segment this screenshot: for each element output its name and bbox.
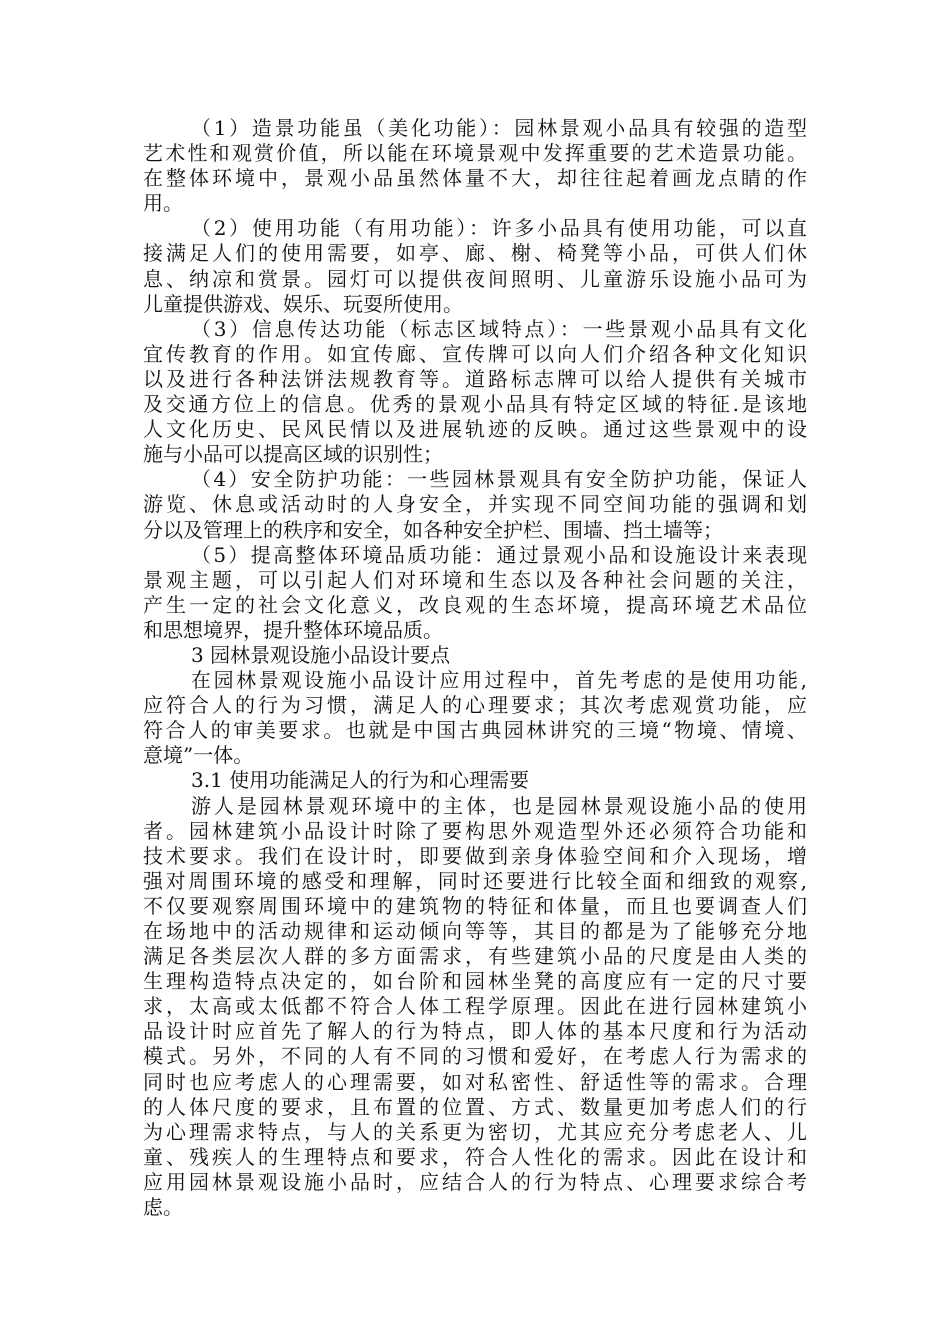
paragraph <box>143 116 807 216</box>
text-line: 同时也应考虑人的心理需要，如对私密性、舒适性等的需求。合理 <box>143 1069 807 1094</box>
text-line: 施与小品可以提高区域的识别性； <box>143 442 443 467</box>
paragraph <box>143 668 807 768</box>
text-line: （5）提高整体环境品质功能：通过景观小品和设施设计来表现 <box>191 542 807 567</box>
text-line: 童、残疾人的生理特点和要求，符合人性化的需求。因此在设计和 <box>143 1144 807 1169</box>
text-line: （3）信息传达功能（标志区域特点）：一些景观小品具有文化 <box>191 316 807 341</box>
text-line: （1）造景功能虽（美化功能）：园林景观小品具有较强的造型 <box>191 116 807 140</box>
paragraph <box>143 794 807 1221</box>
text-line: 意境”一体。 <box>143 743 254 768</box>
text-line: 游人是园林景观环境中的主体，也是园林景观设施小品的使用 <box>191 793 807 818</box>
paragraph <box>143 317 807 468</box>
text-line: 人文化历史、民风民情以及进展轨迹的反映。通过这些景观中的设 <box>143 417 807 442</box>
text-line: 分以及管理上的秩序和安全，如各种安全护栏、围墙、挡土墙等； <box>143 517 723 542</box>
document-page <box>143 116 807 1220</box>
text-line: 游览、休息或活动时的人身安全，并实现不同空间功能的强调和划 <box>143 492 807 517</box>
text-line: 在园林景观设施小品设计应用过程中，首先考虑的是使用功能, <box>191 668 807 693</box>
text-line: 3.1 使用功能满足人的行为和心理需要 <box>191 768 530 793</box>
text-line: 产生一定的社会文化意义，改良观的生态坏境，提高环境艺术品位 <box>143 592 807 617</box>
text-line: 及交通方位上的信息。优秀的景观小品具有特定区域的特征.是该地 <box>143 392 807 417</box>
text-line: （4）安全防护功能：一些园林景观具有安全防护功能，保证人 <box>191 467 807 492</box>
text-line: 技术要求。我们在设计时，即要做到亲身体验空间和介入现场，增 <box>143 843 807 868</box>
text-line: 为心理需求特点，与人的关系更为密切，尤其应充分考虑老人、儿 <box>143 1119 807 1144</box>
text-line: （2）使用功能（有用功能）：许多小品具有使用功能，可以直 <box>191 216 807 241</box>
text-line: 品设计时应首先了解人的行为特点，即人体的基本尺度和行为活动 <box>143 1019 807 1044</box>
text-line: 生理构造特点决定的，如台阶和园林坐凳的高度应有一定的尺寸要 <box>143 969 807 994</box>
paragraph <box>143 216 807 316</box>
text-line: 模式。另外，不同的人有不同的习惯和爱好，在考虑人行为需求的 <box>143 1044 807 1069</box>
text-line: 3 园林景观设施小品设计要点 <box>191 642 451 667</box>
text-line: 用。 <box>143 191 183 216</box>
text-line: 虑。 <box>143 1195 183 1220</box>
text-line: 景观主题，可以引起人们对环境和生态以及各种社会问题的关注， <box>143 567 807 592</box>
text-line: 艺术性和观赏价值，所以能在环境景观中发挥重要的艺术造景功能。 <box>143 141 807 166</box>
text-line: 在场地中的活动规律和运动倾向等等，其目的都是为了能够充分地 <box>143 919 807 943</box>
text-line: 满足各类层次人群的多方面需求，有些建筑小品的尺度是由人类的 <box>143 944 807 969</box>
section-heading <box>143 643 807 668</box>
paragraph <box>143 543 807 643</box>
text-line: 者。园林建筑小品设计时除了要构思外观造型外还必须符合功能和 <box>143 818 807 843</box>
text-line: 强对周围环境的感受和理解，同时还要进行比较全面和细致的观察, <box>143 868 807 893</box>
text-line: 应用园林景观设施小品时，应结合人的行为特点、心理要求综合考 <box>143 1169 807 1194</box>
text-line: 在整体环境中，景观小品虽然体量不大，却往往起着画龙点睛的作 <box>143 166 807 191</box>
text-line: 儿童提供游戏、娱乐、玩耍所使用。 <box>143 291 463 316</box>
text-line: 息、纳凉和赏景。园灯可以提供夜间照明、儿童游乐设施小品可为 <box>143 266 807 291</box>
text-line: 不仅要观察周围环境中的建筑物的特征和体量，而且也要调查人们 <box>143 893 807 918</box>
text-line: 接满足人们的使用需要，如亭、廊、榭、椅凳等小品，可供人们休 <box>143 241 807 266</box>
text-line: 符合人的审美要求。也就是中国古典园林讲究的三境“物境、情境、 <box>143 718 807 743</box>
text-line: 求，太高或太低都不符合人体工程学原理。因此在进行园林建筑小 <box>143 994 807 1019</box>
text-line: 的人体尺度的要求，且布置的位置、方式、数量更加考虑人们的行 <box>143 1094 807 1119</box>
paragraph <box>143 467 807 542</box>
text-line: 和思想境界，提升整体环境品质。 <box>143 617 443 642</box>
text-line: 宜传教育的作用。如宜传廊、宣传牌可以向人们介绍各种文化知识 <box>143 341 807 366</box>
text-line: 以及进行各种法饼法规教育等。道路标志牌可以给人提供有关城市 <box>143 366 807 391</box>
section-heading <box>143 768 807 793</box>
text-line: 应符合人的行为习惯，满足人的心理要求；其次考虑观赏功能，应 <box>143 693 807 718</box>
